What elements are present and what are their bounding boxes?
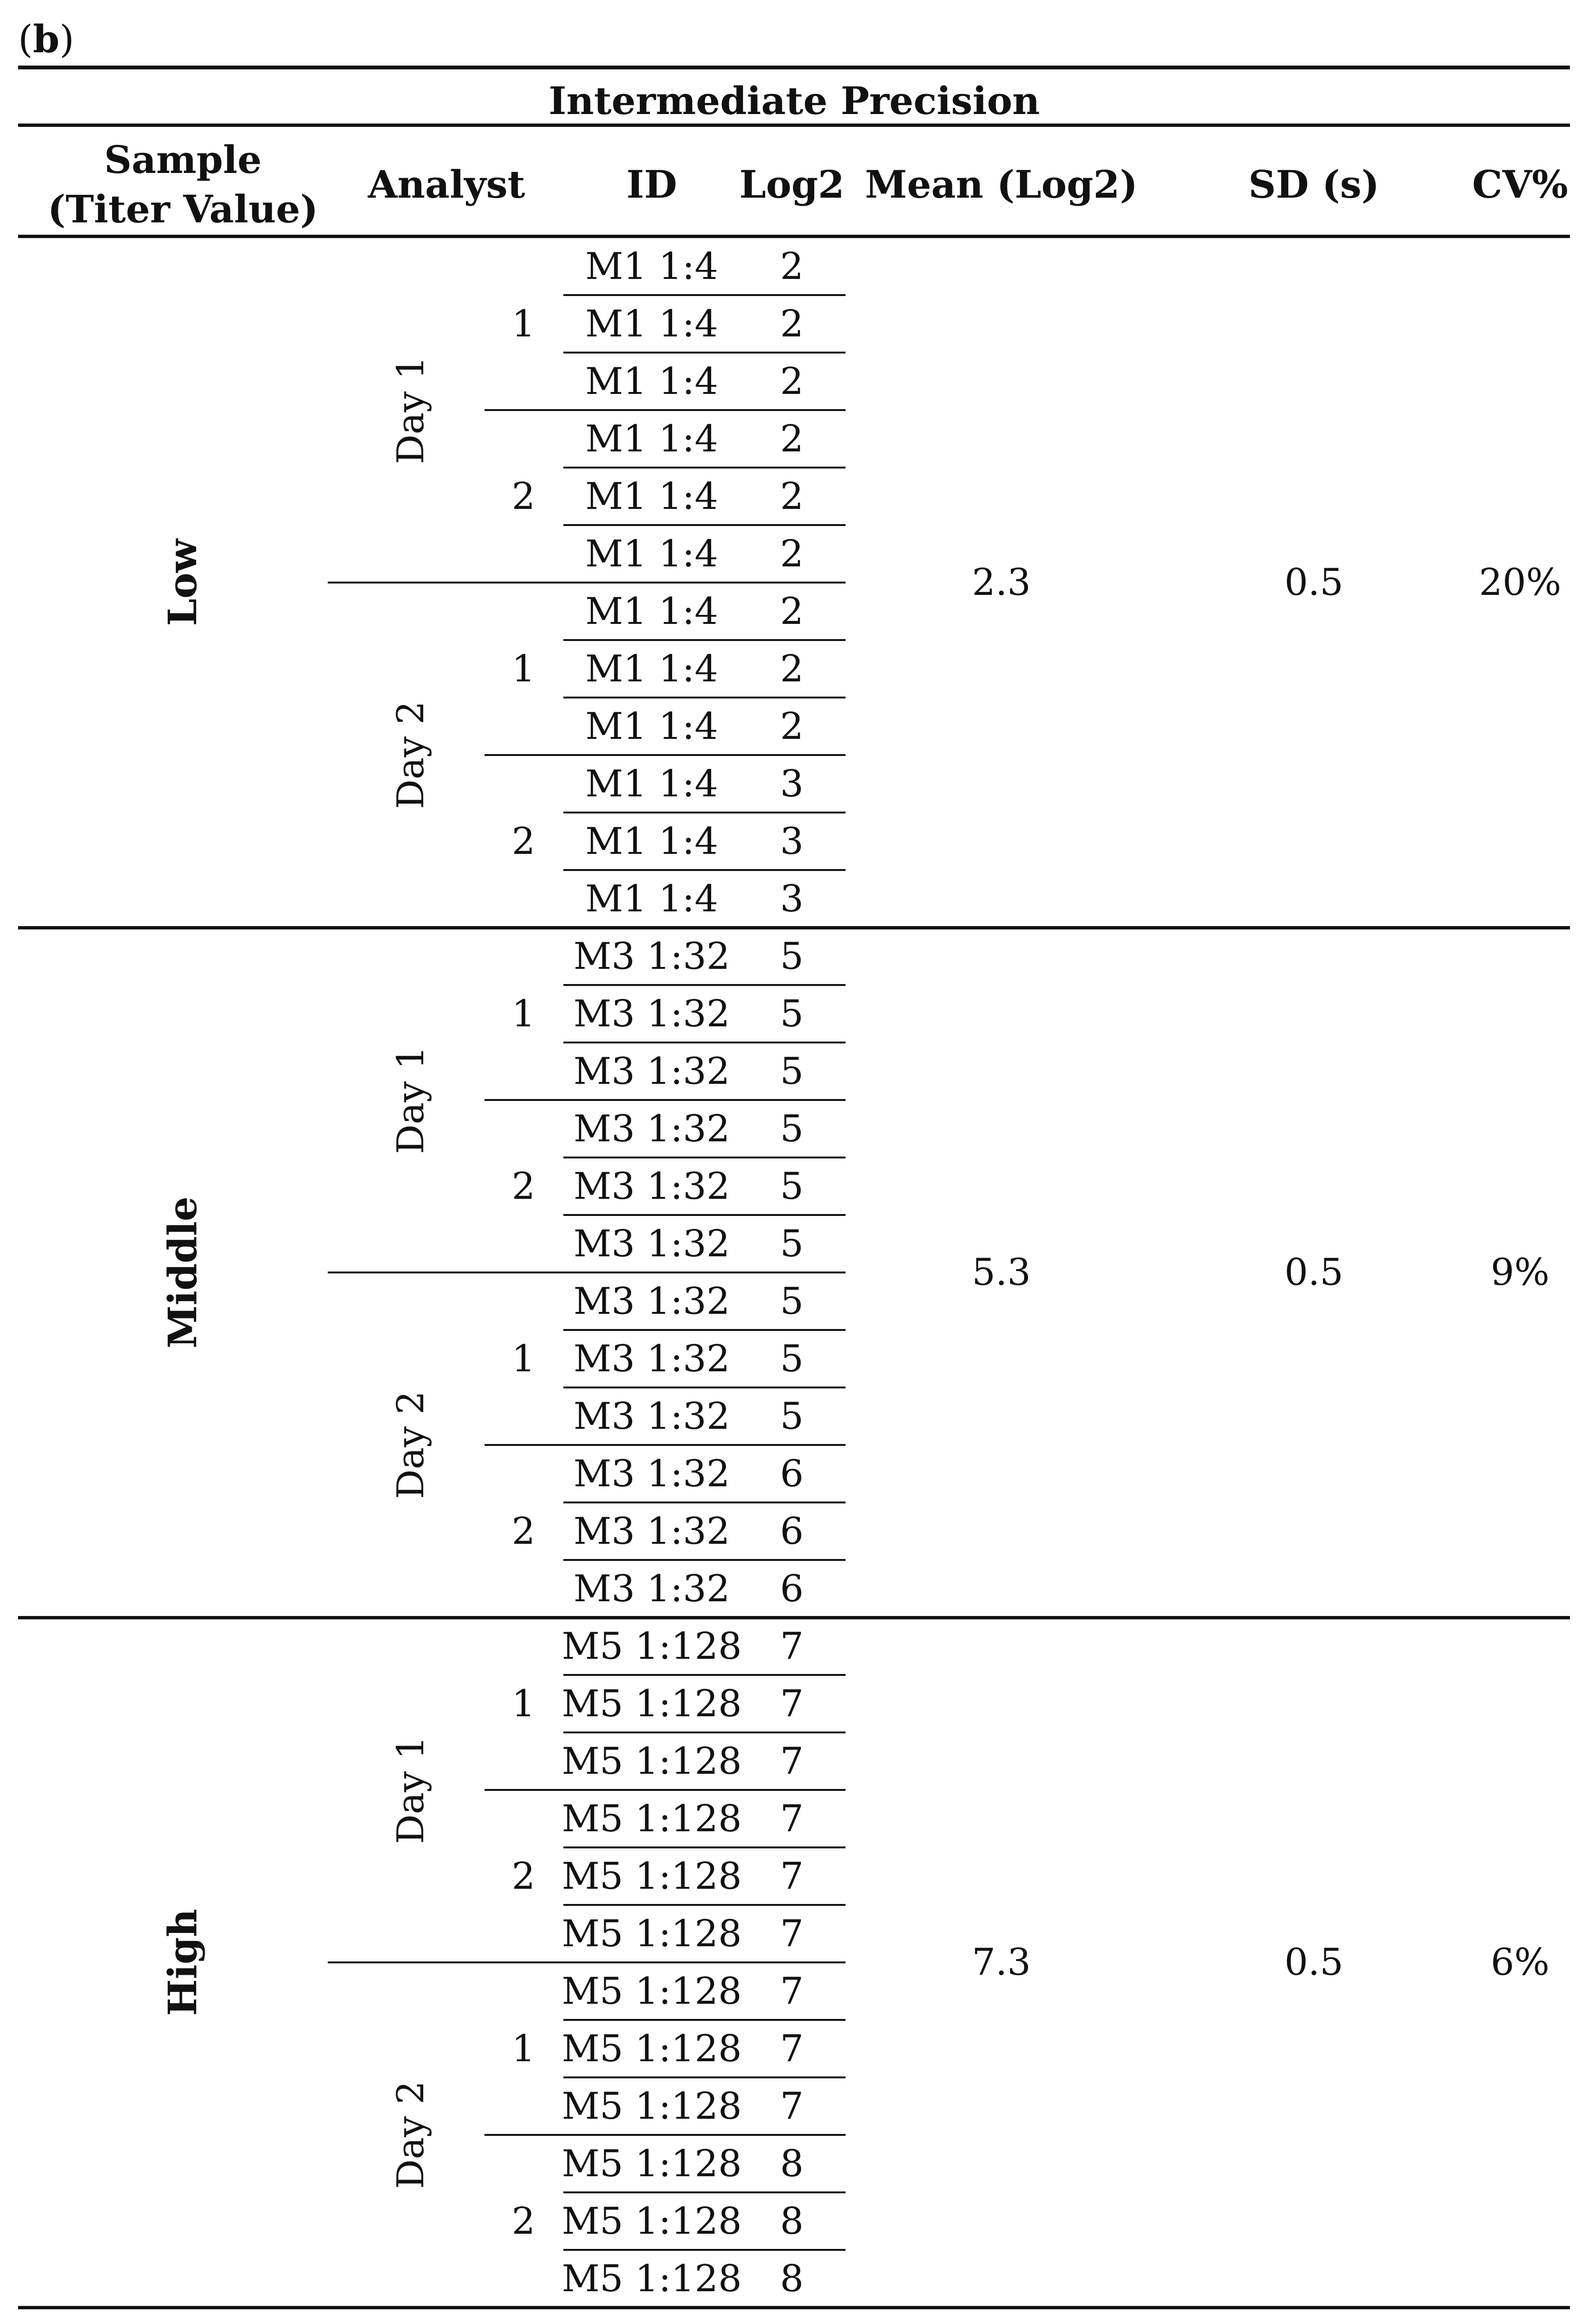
log2-cell: 6 (780, 1510, 804, 1553)
id-cell: M3 1:32 (573, 1107, 730, 1150)
day-divider (328, 582, 846, 583)
log2-cell: 7 (780, 1625, 804, 1668)
mean-value: 5.3 (971, 1251, 1031, 1294)
row-divider (563, 2076, 846, 2078)
analyst-divider (485, 2134, 846, 2136)
log2-cell: 2 (780, 245, 804, 288)
row-divider (563, 697, 846, 698)
log2-cell: 2 (780, 705, 804, 748)
header-id: ID (626, 162, 677, 207)
analyst-number: 1 (512, 302, 535, 345)
row-divider (563, 1502, 846, 1503)
id-cell: M5 1:128 (561, 1797, 742, 1840)
log2-cell: 7 (780, 2027, 804, 2070)
id-cell: M5 1:128 (561, 2085, 742, 2128)
sample-label: Middle (160, 1196, 206, 1348)
log2-cell: 6 (780, 1452, 804, 1495)
log2-cell: 5 (780, 1165, 804, 1208)
id-cell: M1 1:4 (585, 877, 718, 920)
log2-cell: 5 (780, 1280, 804, 1323)
log2-cell: 3 (780, 877, 804, 920)
cv-value: 6% (1491, 1941, 1550, 1984)
cv-value: 20% (1479, 561, 1561, 604)
day-divider (328, 1272, 846, 1273)
log2-cell: 5 (780, 1222, 804, 1265)
row-divider (563, 639, 846, 641)
log2-cell: 2 (780, 647, 804, 690)
cv-value: 9% (1491, 1251, 1550, 1294)
header-sample-line1: Sample (104, 137, 262, 182)
id-cell: M5 1:128 (561, 1912, 742, 1955)
sd-value: 0.5 (1284, 1251, 1344, 1294)
log2-cell: 5 (780, 935, 804, 978)
analyst-number: 2 (512, 1510, 535, 1553)
id-cell: M3 1:32 (573, 1222, 730, 1265)
row-divider (563, 1674, 846, 1676)
log2-cell: 5 (780, 992, 804, 1035)
analyst-divider (485, 1789, 846, 1791)
log2-cell: 2 (780, 475, 804, 518)
row-divider (563, 1214, 846, 1216)
id-cell: M5 1:128 (561, 2027, 742, 2070)
row-divider (563, 1042, 846, 1043)
id-cell: M3 1:32 (573, 1567, 730, 1610)
day-label: Day 1 (390, 1046, 432, 1154)
id-cell: M3 1:32 (573, 1395, 730, 1438)
analyst-divider (485, 409, 846, 411)
header-log2: Log2 (739, 162, 845, 207)
log2-cell: 7 (780, 1970, 804, 2013)
row-divider (563, 467, 846, 469)
group-divider (18, 926, 1570, 929)
id-cell: M3 1:32 (573, 1165, 730, 1208)
id-cell: M3 1:32 (573, 1452, 730, 1495)
id-cell: M1 1:4 (585, 532, 718, 575)
id-cell: M1 1:4 (585, 245, 718, 288)
log2-cell: 2 (780, 590, 804, 633)
row-divider (563, 1559, 846, 1561)
log2-cell: 8 (780, 2142, 804, 2185)
id-cell: M3 1:32 (573, 1280, 730, 1323)
log2-cell: 3 (780, 820, 804, 863)
analyst-divider (485, 754, 846, 756)
sample-label: High (160, 1909, 206, 2016)
id-cell: M5 1:128 (561, 1970, 742, 2013)
id-cell: M5 1:128 (561, 2257, 742, 2300)
row-divider (563, 1731, 846, 1733)
log2-cell: 2 (780, 417, 804, 460)
log2-cell: 8 (780, 2200, 804, 2243)
header-analyst: Analyst (368, 162, 525, 207)
analyst-divider (485, 1099, 846, 1101)
subfigure-label: (b) (18, 17, 75, 61)
id-cell: M5 1:128 (561, 2142, 742, 2185)
log2-cell: 7 (780, 2085, 804, 2128)
id-cell: M1 1:4 (585, 762, 718, 805)
id-cell: M3 1:32 (573, 992, 730, 1035)
row-divider (563, 294, 846, 296)
analyst-number: 2 (512, 1855, 535, 1898)
analyst-number: 2 (512, 475, 535, 518)
header-cv: CV% (1472, 162, 1568, 207)
day-label: Day 2 (390, 2081, 432, 2189)
id-cell: M3 1:32 (573, 1050, 730, 1093)
sd-value: 0.5 (1284, 561, 1344, 604)
id-cell: M5 1:128 (561, 1682, 742, 1725)
log2-cell: 7 (780, 1855, 804, 1898)
log2-cell: 7 (780, 1740, 804, 1783)
table-title: Intermediate Precision (548, 78, 1040, 123)
log2-cell: 5 (780, 1337, 804, 1380)
analyst-number: 1 (512, 2027, 535, 2070)
row-divider (563, 1387, 846, 1388)
row-divider (563, 2249, 846, 2251)
row-divider (563, 352, 846, 354)
analyst-number: 2 (512, 1165, 535, 1208)
bottom-rule (18, 2306, 1570, 2309)
row-divider (563, 812, 846, 813)
id-cell: M5 1:128 (561, 1855, 742, 1898)
log2-cell: 2 (780, 302, 804, 345)
row-divider (563, 1904, 846, 1906)
analyst-number: 1 (512, 1337, 535, 1380)
log2-cell: 5 (780, 1107, 804, 1150)
log2-cell: 2 (780, 360, 804, 403)
analyst-number: 2 (512, 820, 535, 863)
day-label: Day 2 (390, 701, 432, 809)
mean-value: 2.3 (971, 561, 1031, 604)
title-rule (18, 124, 1570, 127)
row-divider (563, 869, 846, 871)
id-cell: M5 1:128 (561, 1740, 742, 1783)
id-cell: M1 1:4 (585, 647, 718, 690)
id-cell: M1 1:4 (585, 590, 718, 633)
log2-cell: 7 (780, 1797, 804, 1840)
analyst-divider (485, 1444, 846, 1446)
row-divider (563, 2019, 846, 2021)
id-cell: M3 1:32 (573, 1510, 730, 1553)
row-divider (563, 984, 846, 986)
id-cell: M1 1:4 (585, 705, 718, 748)
row-divider (563, 1846, 846, 1848)
log2-cell: 3 (780, 762, 804, 805)
id-cell: M1 1:4 (585, 360, 718, 403)
sd-value: 0.5 (1284, 1941, 1344, 1984)
id-cell: M3 1:32 (573, 1337, 730, 1380)
log2-cell: 8 (780, 2257, 804, 2300)
log2-cell: 5 (780, 1395, 804, 1438)
row-divider (563, 524, 846, 526)
id-cell: M5 1:128 (561, 2200, 742, 2243)
analyst-number: 1 (512, 1682, 535, 1725)
header-mean: Mean (Log2) (865, 162, 1138, 207)
id-cell: M5 1:128 (561, 1625, 742, 1668)
log2-cell: 7 (780, 1912, 804, 1955)
id-cell: M3 1:32 (573, 935, 730, 978)
id-cell: M1 1:4 (585, 820, 718, 863)
analyst-number: 2 (512, 2200, 535, 2243)
row-divider (563, 1329, 846, 1331)
sample-label: Low (160, 539, 206, 626)
top-rule (18, 66, 1570, 69)
id-cell: M1 1:4 (585, 417, 718, 460)
row-divider (563, 1157, 846, 1158)
log2-cell: 5 (780, 1050, 804, 1093)
group-divider (18, 1616, 1570, 1619)
id-cell: M1 1:4 (585, 475, 718, 518)
day-label: Day 1 (390, 1736, 432, 1844)
header-rule (18, 235, 1570, 238)
id-cell: M1 1:4 (585, 302, 718, 345)
day-label: Day 2 (390, 1391, 432, 1499)
analyst-number: 1 (512, 647, 535, 690)
log2-cell: 7 (780, 1682, 804, 1725)
log2-cell: 2 (780, 532, 804, 575)
header-sample-line2: (Titer Value) (48, 187, 318, 231)
log2-cell: 6 (780, 1567, 804, 1610)
day-label: Day 1 (390, 356, 432, 464)
row-divider (563, 2191, 846, 2193)
day-divider (328, 1961, 846, 1963)
mean-value: 7.3 (971, 1941, 1031, 1984)
analyst-number: 1 (512, 992, 535, 1035)
header-sd: SD (s) (1248, 162, 1379, 207)
header-sample (48, 135, 318, 234)
